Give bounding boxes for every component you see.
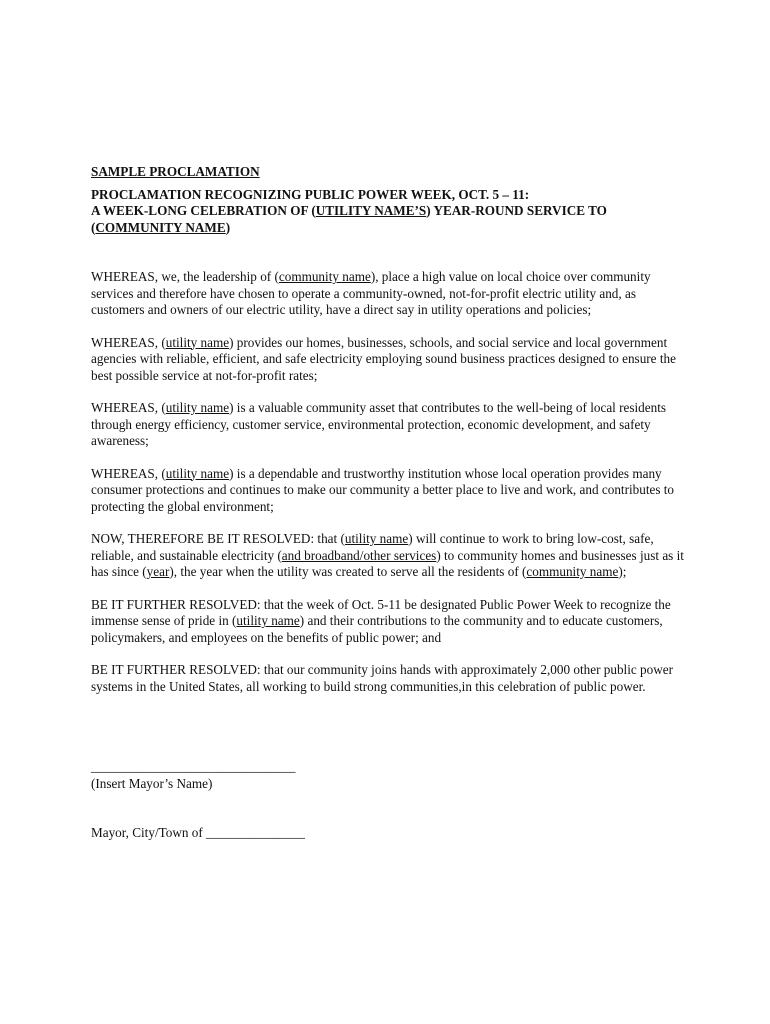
heading-line-2-pre: A WEEK-LONG CELEBRATION OF ( — [91, 203, 316, 218]
broadband-services-placeholder: and broadband/other services — [281, 547, 437, 563]
heading-utility-placeholder: UTILITY NAME’S — [315, 203, 427, 218]
heading-line-1: PROCLAMATION RECOGNIZING PUBLIC POWER WEEK, OCT. 5 – 11: — [91, 186, 530, 202]
resolved-paragraph — [91, 531, 691, 581]
heading-community-placeholder: COMMUNITY NAME — [95, 219, 226, 235]
community-name-placeholder: community name — [278, 269, 371, 284]
heading-line-3-post: ) — [225, 219, 231, 235]
signature-block — [91, 759, 691, 842]
heading-line-2-post: ) YEAR-ROUND SERVICE TO — [426, 203, 607, 218]
further-resolved-paragraph-1 — [91, 597, 691, 647]
document-page — [91, 164, 691, 855]
text-run: ) is a dependable and trustworthy institution whose local operation provides many consumer protections and continues to make our community a better place to live and work, and contributes to protecting the global environment; — [91, 465, 675, 514]
text-run: BE IT FURTHER RESOLVED: that our community joins hands with approximately 2,000 other public power systems in the United States, all working to build strong communities,in this celebration of public power. — [91, 662, 673, 694]
text-run: ) and their contributions to the community and to educate customers, policymakers, and employees on the benefits of public power; and — [91, 613, 663, 645]
utility-name-placeholder: utility name — [165, 334, 230, 350]
whereas-paragraph-3 — [91, 400, 691, 450]
utility-name-placeholder: utility name — [236, 613, 300, 628]
text-run: ) is a valuable community asset that contributes to the well-being of local residents through energy efficiency, customer service, environmental protection, economic development, and safety awareness; — [91, 400, 667, 448]
text-run: WHEREAS, we, the leadership of ( — [91, 269, 279, 284]
mayor-city-line: Mayor, City/Town of _______________ — [91, 825, 305, 840]
sample-title: SAMPLE PROCLAMATION — [91, 164, 260, 179]
text-run: BE IT FURTHER RESOLVED: that the week of Oct. 5-11 be designated Public Power Week to recognize the immense sense of pride in ( — [91, 596, 671, 628]
text-run: WHEREAS, ( — [91, 465, 166, 481]
text-run: WHEREAS, ( — [91, 334, 166, 350]
whereas-paragraph-2 — [91, 335, 691, 385]
utility-name-placeholder: utility name — [165, 465, 230, 481]
whereas-paragraph-4 — [91, 466, 691, 516]
further-resolved-paragraph-2 — [91, 662, 691, 695]
text-run: ), the year when the utility was created to serve all the residents of ( — [169, 564, 527, 579]
mayor-name-placeholder: (Insert Mayor’s Name) — [91, 775, 213, 791]
text-run: WHEREAS, ( — [91, 400, 166, 415]
text-run: ) to community homes and businesses just as it has since ( — [91, 547, 684, 579]
text-run: ) will continue to work to bring low-cost, safe, reliable, and sustainable electricity ( — [91, 531, 654, 563]
year-placeholder: year — [146, 564, 170, 579]
signature-line: _______________________________ — [91, 759, 296, 774]
text-run: NOW, THEREFORE BE IT RESOLVED: that ( — [91, 531, 345, 546]
text-run: ); — [618, 564, 627, 579]
utility-name-placeholder: utility name — [165, 400, 230, 415]
text-run: ), place a high value on local choice over community services and therefore have chosen to operate a community-owned, not-for-profit electric utility and, as customers and owners of our electric utility, have a direct say in utility operations and policies; — [91, 269, 651, 317]
text-run: ) provides our homes, businesses, schools, and social service and local government agencies with reliable, efficient, and safe electricity employing sound business practices designed to ensure the best possible service at not-for-profit rates; — [91, 334, 676, 383]
whereas-paragraph-1 — [91, 269, 691, 319]
utility-name-placeholder: utility name — [344, 531, 409, 546]
heading-line-3-pre: ( — [91, 219, 96, 235]
proclamation-heading — [91, 187, 691, 237]
community-name-placeholder: community name — [526, 564, 619, 579]
